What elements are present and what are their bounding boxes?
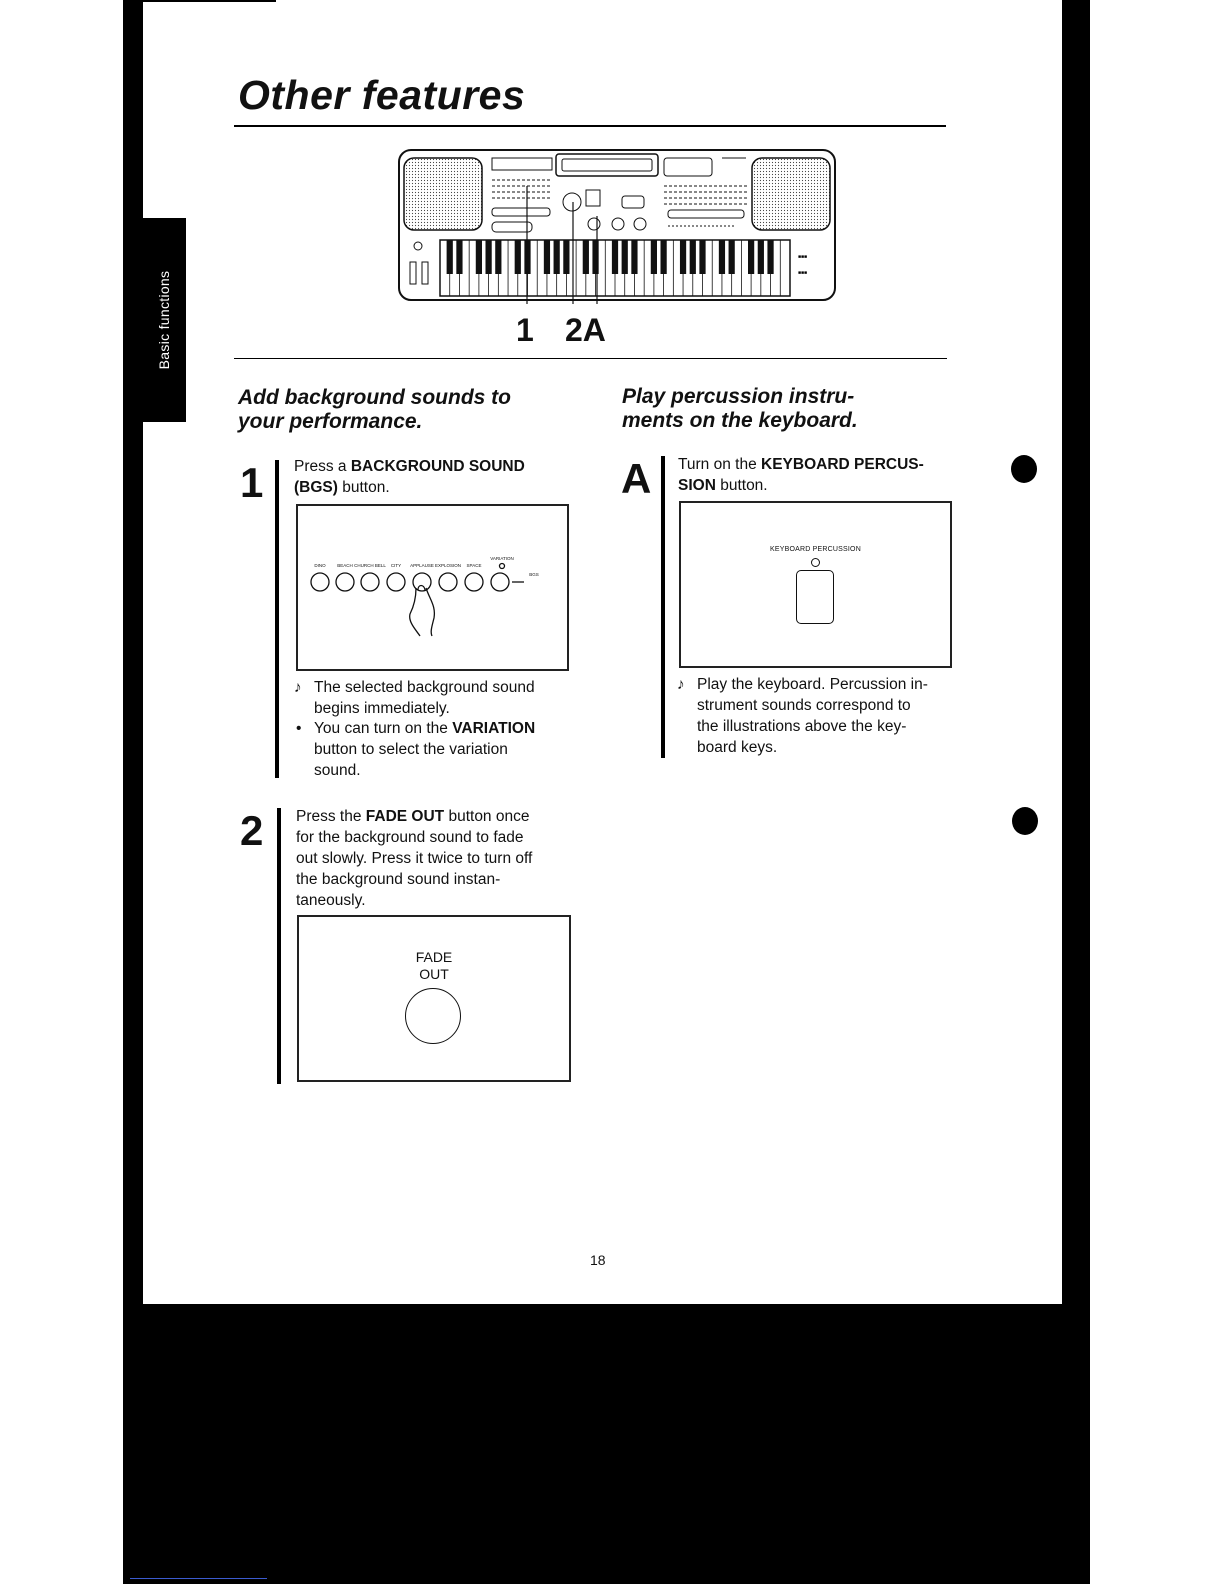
speaker-left-icon xyxy=(404,158,482,230)
black-key xyxy=(495,240,501,274)
section-rule xyxy=(234,358,947,359)
right-heading-line1: Play percussion instru- xyxy=(622,385,855,408)
right-heading-line2: ments on the keyboard. xyxy=(622,409,858,432)
bgs-label-variation: VARIATION xyxy=(490,556,514,561)
pointing-finger-icon xyxy=(410,588,435,636)
black-key xyxy=(456,240,462,274)
bgs-label-side: BGS xyxy=(529,572,539,577)
binder-hole-1 xyxy=(1011,455,1037,483)
black-key xyxy=(583,240,589,274)
bgs-label-applause: APPLAUSE xyxy=(410,563,434,568)
bgs-buttons-illustration xyxy=(298,506,567,669)
step-2-text: Press the FADE OUT button once for the background sound to fade out slowly. Press it twice to turn off the background sound instan- taneously. xyxy=(296,808,533,909)
keyboard-percussion-button-icon xyxy=(796,570,834,624)
page-title: Other features xyxy=(238,72,526,118)
keyboard-illustration xyxy=(396,146,838,304)
black-key xyxy=(719,240,725,274)
scan-border-bottom xyxy=(123,1304,1090,1584)
right-heading xyxy=(622,385,858,433)
scan-margin-left xyxy=(0,0,123,1584)
bgs-label-space: SPACE xyxy=(466,563,482,568)
keyboard-percussion-figure xyxy=(679,501,952,668)
indicator-led-icon xyxy=(811,558,820,567)
bgs-label-church-bell: CHURCH BELL xyxy=(354,563,386,568)
note-icon: ♪ xyxy=(294,679,302,696)
scan-bottom-line xyxy=(130,1578,267,1579)
black-key xyxy=(767,240,773,274)
page-number: 18 xyxy=(590,1252,606,1268)
black-key xyxy=(729,240,735,274)
keyboard-percussion-label: KEYBOARD PERCUSSION xyxy=(770,546,861,553)
black-key xyxy=(690,240,696,274)
black-key xyxy=(612,240,618,274)
step-1-text: Press a BACKGROUND SOUND (BGS) button. xyxy=(294,458,525,496)
black-key xyxy=(563,240,569,274)
fade-out-label-2: OUT xyxy=(419,966,449,982)
black-key xyxy=(661,240,667,274)
binder-hole-2 xyxy=(1012,807,1038,835)
black-key xyxy=(651,240,657,274)
step-1-note-2: • You can turn on the VARIATION button to select the variation sound. xyxy=(296,720,536,779)
scan-margin-right xyxy=(1090,0,1224,1584)
black-key xyxy=(622,240,628,274)
fade-out-button-icon xyxy=(405,988,461,1044)
black-key xyxy=(592,240,598,274)
black-key xyxy=(748,240,754,274)
note-icon: ♪ xyxy=(677,676,685,693)
bgs-label-beach: BEACH xyxy=(337,563,353,568)
step-2-number: 2 xyxy=(240,807,264,854)
black-key xyxy=(486,240,492,274)
step-a-note: ♪ Play the keyboard. Percussion in- strument sounds correspond to the illustrations above the key- board keys. xyxy=(677,676,928,756)
step-a-letter: A xyxy=(621,455,652,502)
svg-text:■■■: ■■■ xyxy=(798,254,808,260)
black-key xyxy=(554,240,560,274)
black-key xyxy=(631,240,637,274)
black-key xyxy=(680,240,686,274)
step-1-number: 1 xyxy=(240,459,264,506)
scan-top-line xyxy=(143,0,276,2)
step-1-bar xyxy=(275,460,279,778)
bullet-icon: • xyxy=(296,720,302,737)
callout-1: 1 xyxy=(516,312,534,348)
section-tab-label: Basic functions xyxy=(156,270,172,370)
speaker-right-icon xyxy=(752,158,830,230)
fade-out-label-1: FADE xyxy=(415,949,453,965)
bgs-label-city: CITY xyxy=(390,563,402,568)
bgs-buttons-figure xyxy=(296,504,569,671)
black-key xyxy=(447,240,453,274)
callout-2a: 2A xyxy=(565,312,606,348)
black-key xyxy=(544,240,550,274)
step-a-bar xyxy=(661,456,665,758)
left-heading xyxy=(238,386,511,434)
left-heading-line1: Add background sounds to xyxy=(238,386,511,409)
step-a-text: Turn on the KEYBOARD PERCUS- SION button. xyxy=(678,456,924,494)
bgs-label-dino: DINO xyxy=(314,563,326,568)
title-rule xyxy=(234,125,946,127)
black-key xyxy=(515,240,521,274)
fade-out-figure xyxy=(297,915,571,1082)
black-key xyxy=(476,240,482,274)
black-key xyxy=(758,240,764,274)
svg-text:■■■: ■■■ xyxy=(798,270,808,276)
black-key xyxy=(699,240,705,274)
left-heading-line2: your performance. xyxy=(238,410,423,433)
step-2-bar xyxy=(277,808,281,1084)
bgs-label-explosion: EXPLOSION xyxy=(434,563,462,568)
step-1-note-1: ♪ The selected background sound begins immediately. xyxy=(294,679,535,717)
